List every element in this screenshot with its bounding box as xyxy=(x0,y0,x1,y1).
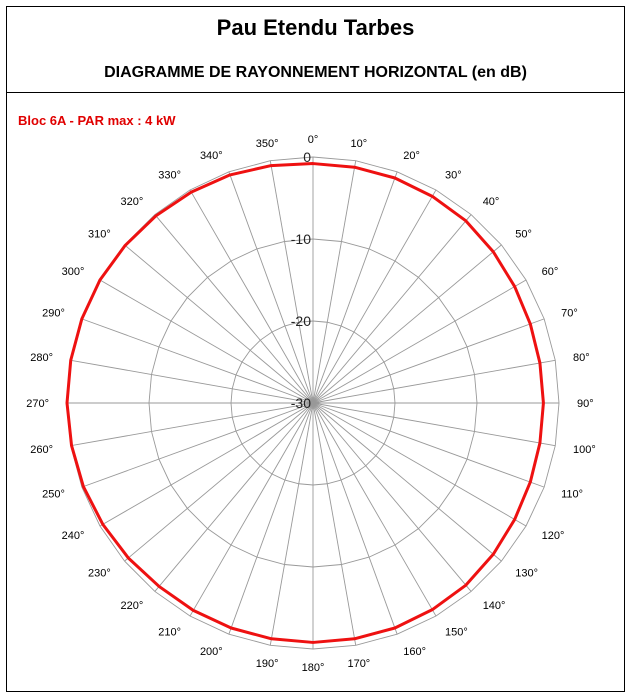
angle-tick-label: 320° xyxy=(120,195,144,208)
angle-tick-label: 220° xyxy=(120,600,144,613)
angle-tick-label: 350° xyxy=(255,138,279,151)
grid-spoke xyxy=(155,215,313,403)
data-point xyxy=(190,191,192,193)
angle-tick-label: 240° xyxy=(61,530,85,542)
data-point xyxy=(66,402,68,404)
data-point xyxy=(353,638,355,640)
grid-spoke xyxy=(125,403,313,561)
data-point xyxy=(127,557,129,559)
grid-spoke xyxy=(125,245,313,403)
data-point xyxy=(158,585,160,587)
data-point xyxy=(70,359,72,361)
block-label: Bloc 6A - PAR max : 4 kW xyxy=(18,113,176,128)
grid-spoke xyxy=(313,403,397,634)
chart-subtitle: DIAGRAMME DE RAYONNEMENT HORIZONTAL (en dB) xyxy=(104,64,527,81)
grid-spoke xyxy=(229,172,313,403)
angle-tick-label: 40° xyxy=(482,195,500,208)
data-point xyxy=(529,323,531,325)
angle-tick-label: 300° xyxy=(61,266,85,278)
radial-tick-labels xyxy=(291,149,311,411)
angle-tick-label: 330° xyxy=(158,169,181,182)
data-point xyxy=(270,638,272,640)
data-point xyxy=(542,402,544,404)
angle-tick-label: 280° xyxy=(30,352,54,365)
data-point xyxy=(270,164,272,166)
angle-tick-label: 340° xyxy=(199,149,223,162)
page-title: Pau Etendu Tarbes xyxy=(216,15,415,40)
data-point xyxy=(312,641,314,643)
angle-tick-label: 230° xyxy=(87,567,111,580)
angle-tick-label: 210° xyxy=(158,626,181,639)
data-point xyxy=(102,523,104,525)
angle-tick-label: 60° xyxy=(541,266,559,278)
data-point xyxy=(513,518,515,520)
grid-spoke xyxy=(313,403,471,591)
radial-tick-label: -30 xyxy=(290,395,311,411)
angle-tick-label: 310° xyxy=(87,228,111,241)
angle-tick-label: 90° xyxy=(577,398,594,410)
data-point xyxy=(539,442,541,444)
data-point xyxy=(394,177,396,179)
data-point xyxy=(394,627,396,629)
data-point xyxy=(465,584,467,586)
angle-tick-label: 130° xyxy=(515,567,539,580)
angle-tick-label: 100° xyxy=(572,443,596,456)
radial-tick-label: -20 xyxy=(290,313,311,329)
angle-tick-label: 110° xyxy=(561,488,584,501)
radial-tick-label: 0 xyxy=(303,149,311,165)
data-point xyxy=(229,174,231,176)
grid-spoke xyxy=(155,403,313,591)
grid-spoke xyxy=(313,172,397,403)
data-point xyxy=(353,166,355,168)
grid-spoke xyxy=(82,403,313,487)
grid-spoke xyxy=(82,319,313,403)
angle-tick-label: 20° xyxy=(403,149,420,162)
data-point xyxy=(539,362,541,364)
angle-tick-label: 120° xyxy=(541,530,565,542)
data-point xyxy=(70,444,72,446)
data-point xyxy=(124,244,126,246)
angle-tick-label: 160° xyxy=(403,646,427,659)
data-point xyxy=(529,481,531,483)
angle-tick-label: 70° xyxy=(561,307,578,320)
angle-tick-label: 290° xyxy=(42,307,65,320)
data-point xyxy=(99,279,101,281)
grid-spoke xyxy=(313,319,544,403)
data-point xyxy=(492,553,494,555)
angle-tick-label: 190° xyxy=(255,657,279,670)
data-point xyxy=(230,627,232,629)
data-point xyxy=(431,195,433,197)
angle-tick-label: 80° xyxy=(572,352,590,365)
angle-tick-label: 10° xyxy=(350,138,368,151)
radial-tick-label: -10 xyxy=(290,231,311,247)
angle-tick-label: 270° xyxy=(26,398,49,410)
angle-tick-label: 250° xyxy=(42,488,65,501)
grid-spoke xyxy=(313,245,501,403)
data-point xyxy=(81,318,83,320)
grid-spoke xyxy=(313,215,471,403)
data-point xyxy=(155,215,157,217)
data-point xyxy=(312,162,314,164)
angle-tick-label: 200° xyxy=(199,646,223,659)
angle-tick-label: 140° xyxy=(482,600,506,613)
data-point xyxy=(431,608,433,610)
angle-tick-label: 0° xyxy=(307,134,319,146)
angle-tick-label: 170° xyxy=(347,657,371,670)
data-point xyxy=(82,485,84,487)
angle-tick-label: 260° xyxy=(30,443,54,456)
grid-spoke xyxy=(229,403,313,634)
angle-tick-label: 150° xyxy=(445,626,468,639)
angle-tick-label: 30° xyxy=(445,169,462,182)
data-point xyxy=(492,251,494,253)
data-point xyxy=(465,220,467,222)
angle-tick-label: 50° xyxy=(515,228,532,241)
grid-spoke xyxy=(313,403,544,487)
data-point xyxy=(192,609,194,611)
data-point xyxy=(513,285,515,287)
angle-tick-label: 180° xyxy=(301,662,325,674)
grid-spoke xyxy=(313,403,501,561)
